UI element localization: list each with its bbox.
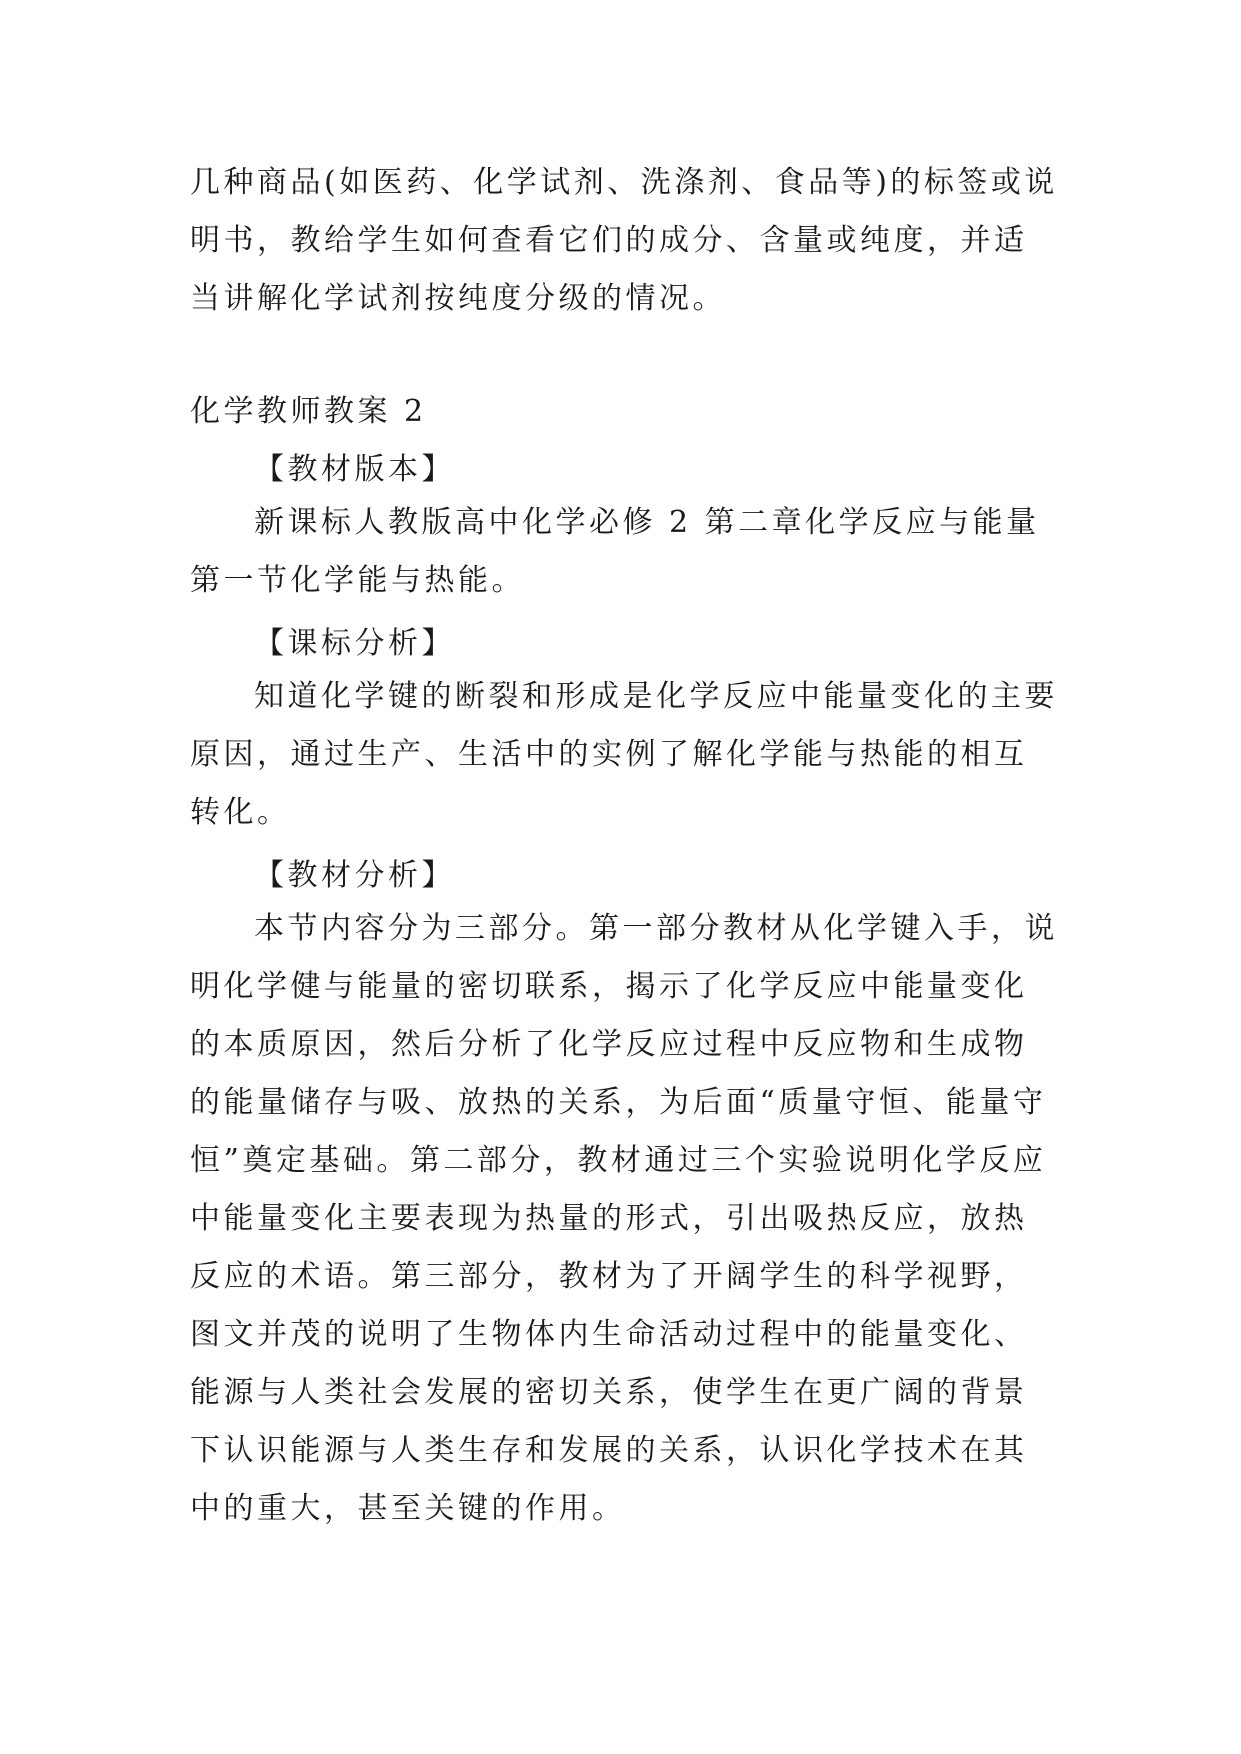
heading-textbook-version: 【教材版本】 xyxy=(254,452,455,487)
paragraph-textbook-analysis: 本节内容分为三部分。第一部分教材从化学键入手，说明化学健与能量的密切联系，揭示了化学反应中能量变化的本质原因，然后分析了化学反应过程中反应物和生成物的能量储存与吸、放热的关系，为后面“质量守恒、能量守恒”奠定基础。第二部分，教材通过三个实验说明化学反应中能量变化主要表现为热量的形式，引出吸热反应，放热反应的术语。第三部分，教材为了开阔学生的科学视野，图文并茂的说明了生物体内生命活动过程中的能量变化、能源与人类社会发展的密切关系，使学生在更广阔的背景下认识能源与人类生存和发展的关系，认识化学技术在其中的重大，甚至关键的作用。 xyxy=(190,911,1058,1526)
paragraph-curriculum-analysis: 知道化学键的断裂和形成是化学反应中能量变化的主要原因，通过生产、生活中的实例了解化学能与热能的相互转化。 xyxy=(190,679,1058,830)
heading-textbook-analysis: 【教材分析】 xyxy=(254,858,455,893)
section-title: 化学教师教案 2 xyxy=(190,394,427,429)
intro-paragraph: 几种商品(如医药、化学试剂、洗涤剂、食品等)的标签或说明书，教给学生如何查看它们的成分、含量或纯度，并适当讲解化学试剂按纯度分级的情况。 xyxy=(190,165,1058,316)
paragraph-textbook-version: 新课标人教版高中化学必修 2 第二章化学反应与能量第一节化学能与热能。 xyxy=(190,505,1040,598)
heading-curriculum-analysis: 【课标分析】 xyxy=(254,626,455,661)
